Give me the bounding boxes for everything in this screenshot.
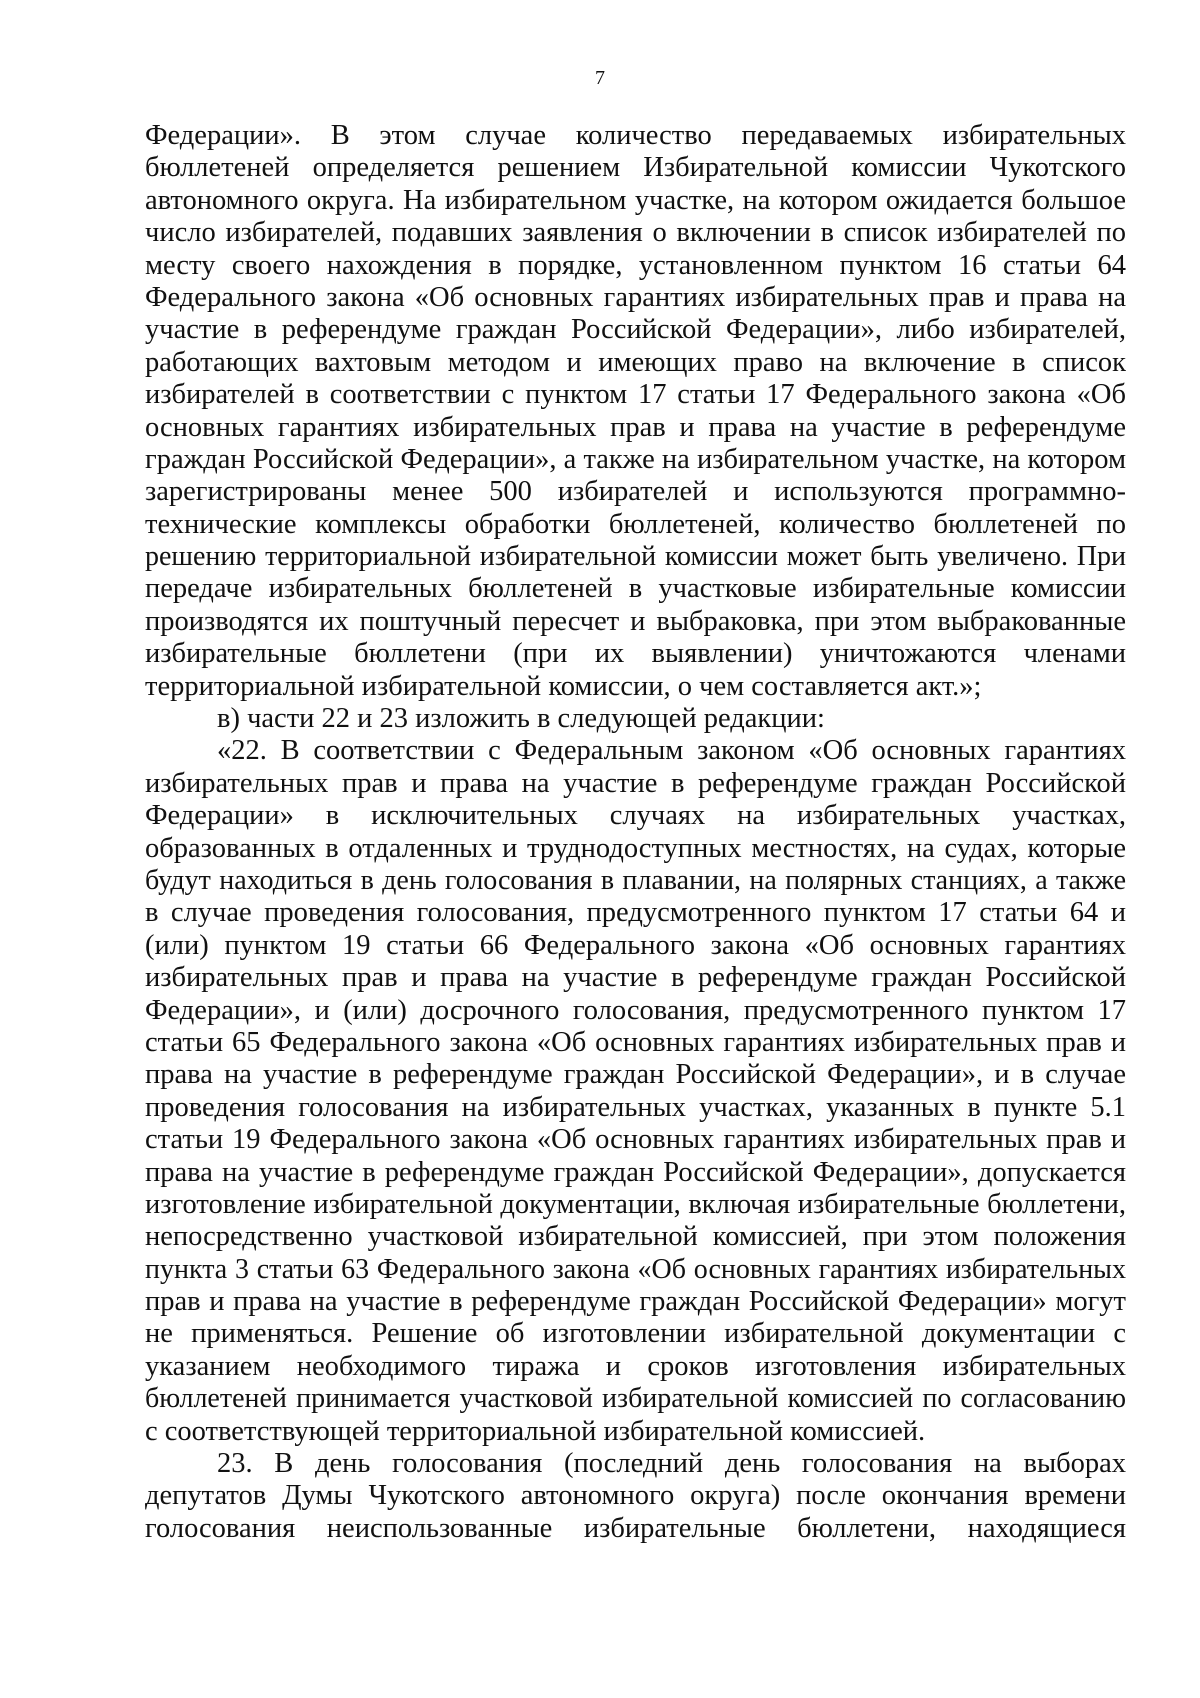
text-line: Федерации» в исключительных случаях на избирательных участках, — [145, 800, 1126, 832]
text-line: образованных в отдаленных и труднодоступных местностях, на судах, которые — [145, 832, 1126, 864]
text-line: территориальной избирательной комиссии, о чем составляется акт.»; — [145, 670, 982, 702]
text-line: в) части 22 и 23 изложить в следующей редакции: — [217, 703, 825, 735]
text-line: Федерации», и (или) досрочного голосования, предусмотренного пунктом 17 — [145, 994, 1126, 1026]
text-line: Федерального закона «Об основных гарантиях избирательных прав и права на — [145, 281, 1126, 313]
text-line: граждан Российской Федерации», а также на избирательном участке, на котором — [145, 443, 1126, 475]
text-line: права на участие в референдуме граждан Российской Федерации», допускается — [145, 1156, 1126, 1188]
text-line: число избирателей, подавших заявления о включении в список избирателей по — [145, 217, 1126, 249]
text-line: месту своего нахождения в порядке, установленном пунктом 16 статьи 64 — [145, 249, 1126, 281]
text-line: прав и права на участие в референдуме граждан Российской Федерации» могут — [145, 1286, 1126, 1318]
text-line: избирательных прав и права на участие в референдуме граждан Российской — [145, 767, 1126, 799]
text-line: 23. В день голосования (последний день голосования на выборах — [217, 1448, 1126, 1480]
text-line: указанием необходимого тиража и сроков изготовления избирательных — [145, 1350, 1126, 1382]
text-line: статьи 19 Федерального закона «Об основных гарантиях избирательных прав и — [145, 1124, 1126, 1156]
text-line: зарегистрированы менее 500 избирателей и используются программно- — [145, 476, 1126, 508]
text-line: депутатов Думы Чукотского автономного округа) после окончания времени — [145, 1480, 1126, 1512]
text-line: Федерации». В этом случае количество передаваемых избирательных — [145, 120, 1126, 151]
text-line: в случае проведения голосования, предусмотренного пунктом 17 статьи 64 и — [145, 897, 1126, 929]
text-line: производятся их поштучный пересчет и выбраковка, при этом выбракованные — [145, 605, 1126, 637]
page-number: 7 — [595, 67, 605, 89]
text-line: не применяться. Решение об изготовлении избирательной документации с — [145, 1318, 1126, 1350]
text-line: решению территориальной избирательной комиссии может быть увеличено. При — [145, 541, 1126, 573]
text-line: с соответствующей территориальной избирательной комиссией. — [145, 1415, 926, 1447]
document-body — [145, 120, 1126, 1545]
text-line: избирательные бюллетени (при их выявлении) уничтожаются членами — [145, 638, 1126, 670]
text-line: избирательных прав и права на участие в референдуме граждан Российской — [145, 962, 1126, 994]
text-line: избирателей в соответствии с пунктом 17 статьи 17 Федерального закона «Об — [145, 379, 1126, 411]
text-line: будут находиться в день голосования в плавании, на полярных станциях, а также — [145, 864, 1126, 896]
text-line: изготовление избирательной документации, включая избирательные бюллетени, — [145, 1188, 1126, 1220]
text-line: непосредственно участковой избирательной комиссией, при этом положения — [145, 1221, 1126, 1253]
text-line: пункта 3 статьи 63 Федерального закона «Об основных гарантиях избирательных — [145, 1253, 1126, 1285]
text-line: основных гарантиях избирательных прав и права на участие в референдуме — [145, 411, 1126, 443]
text-line: проведения голосования на избирательных участках, указанных в пункте 5.1 — [145, 1091, 1126, 1123]
text-line: участие в референдуме граждан Российской Федерации», либо избирателей, — [145, 314, 1126, 346]
text-line: «22. В соответствии с Федеральным законом «Об основных гарантиях — [217, 735, 1126, 767]
text-line: передаче избирательных бюллетеней в участковые избирательные комиссии — [145, 573, 1126, 605]
text-line: автономного округа. На избирательном участке, на котором ожидается большое — [145, 184, 1126, 216]
text-line: технические комплексы обработки бюллетеней, количество бюллетеней по — [145, 508, 1126, 540]
text-line: работающих вахтовым методом и имеющих право на включение в список — [145, 346, 1126, 378]
text-line: (или) пунктом 19 статьи 66 Федерального закона «Об основных гарантиях — [145, 929, 1126, 961]
text-line: права на участие в референдуме граждан Российской Федерации», и в случае — [145, 1059, 1126, 1091]
text-line: бюллетеней принимается участковой избирательной комиссией по согласованию — [145, 1383, 1126, 1415]
text-line: статьи 65 Федерального закона «Об основных гарантиях избирательных прав и — [145, 1026, 1126, 1058]
text-line: бюллетеней определяется решением Избирательной комиссии Чукотского — [145, 152, 1126, 184]
text-line: голосования неиспользованные избирательные бюллетени, находящиеся — [145, 1512, 1126, 1544]
